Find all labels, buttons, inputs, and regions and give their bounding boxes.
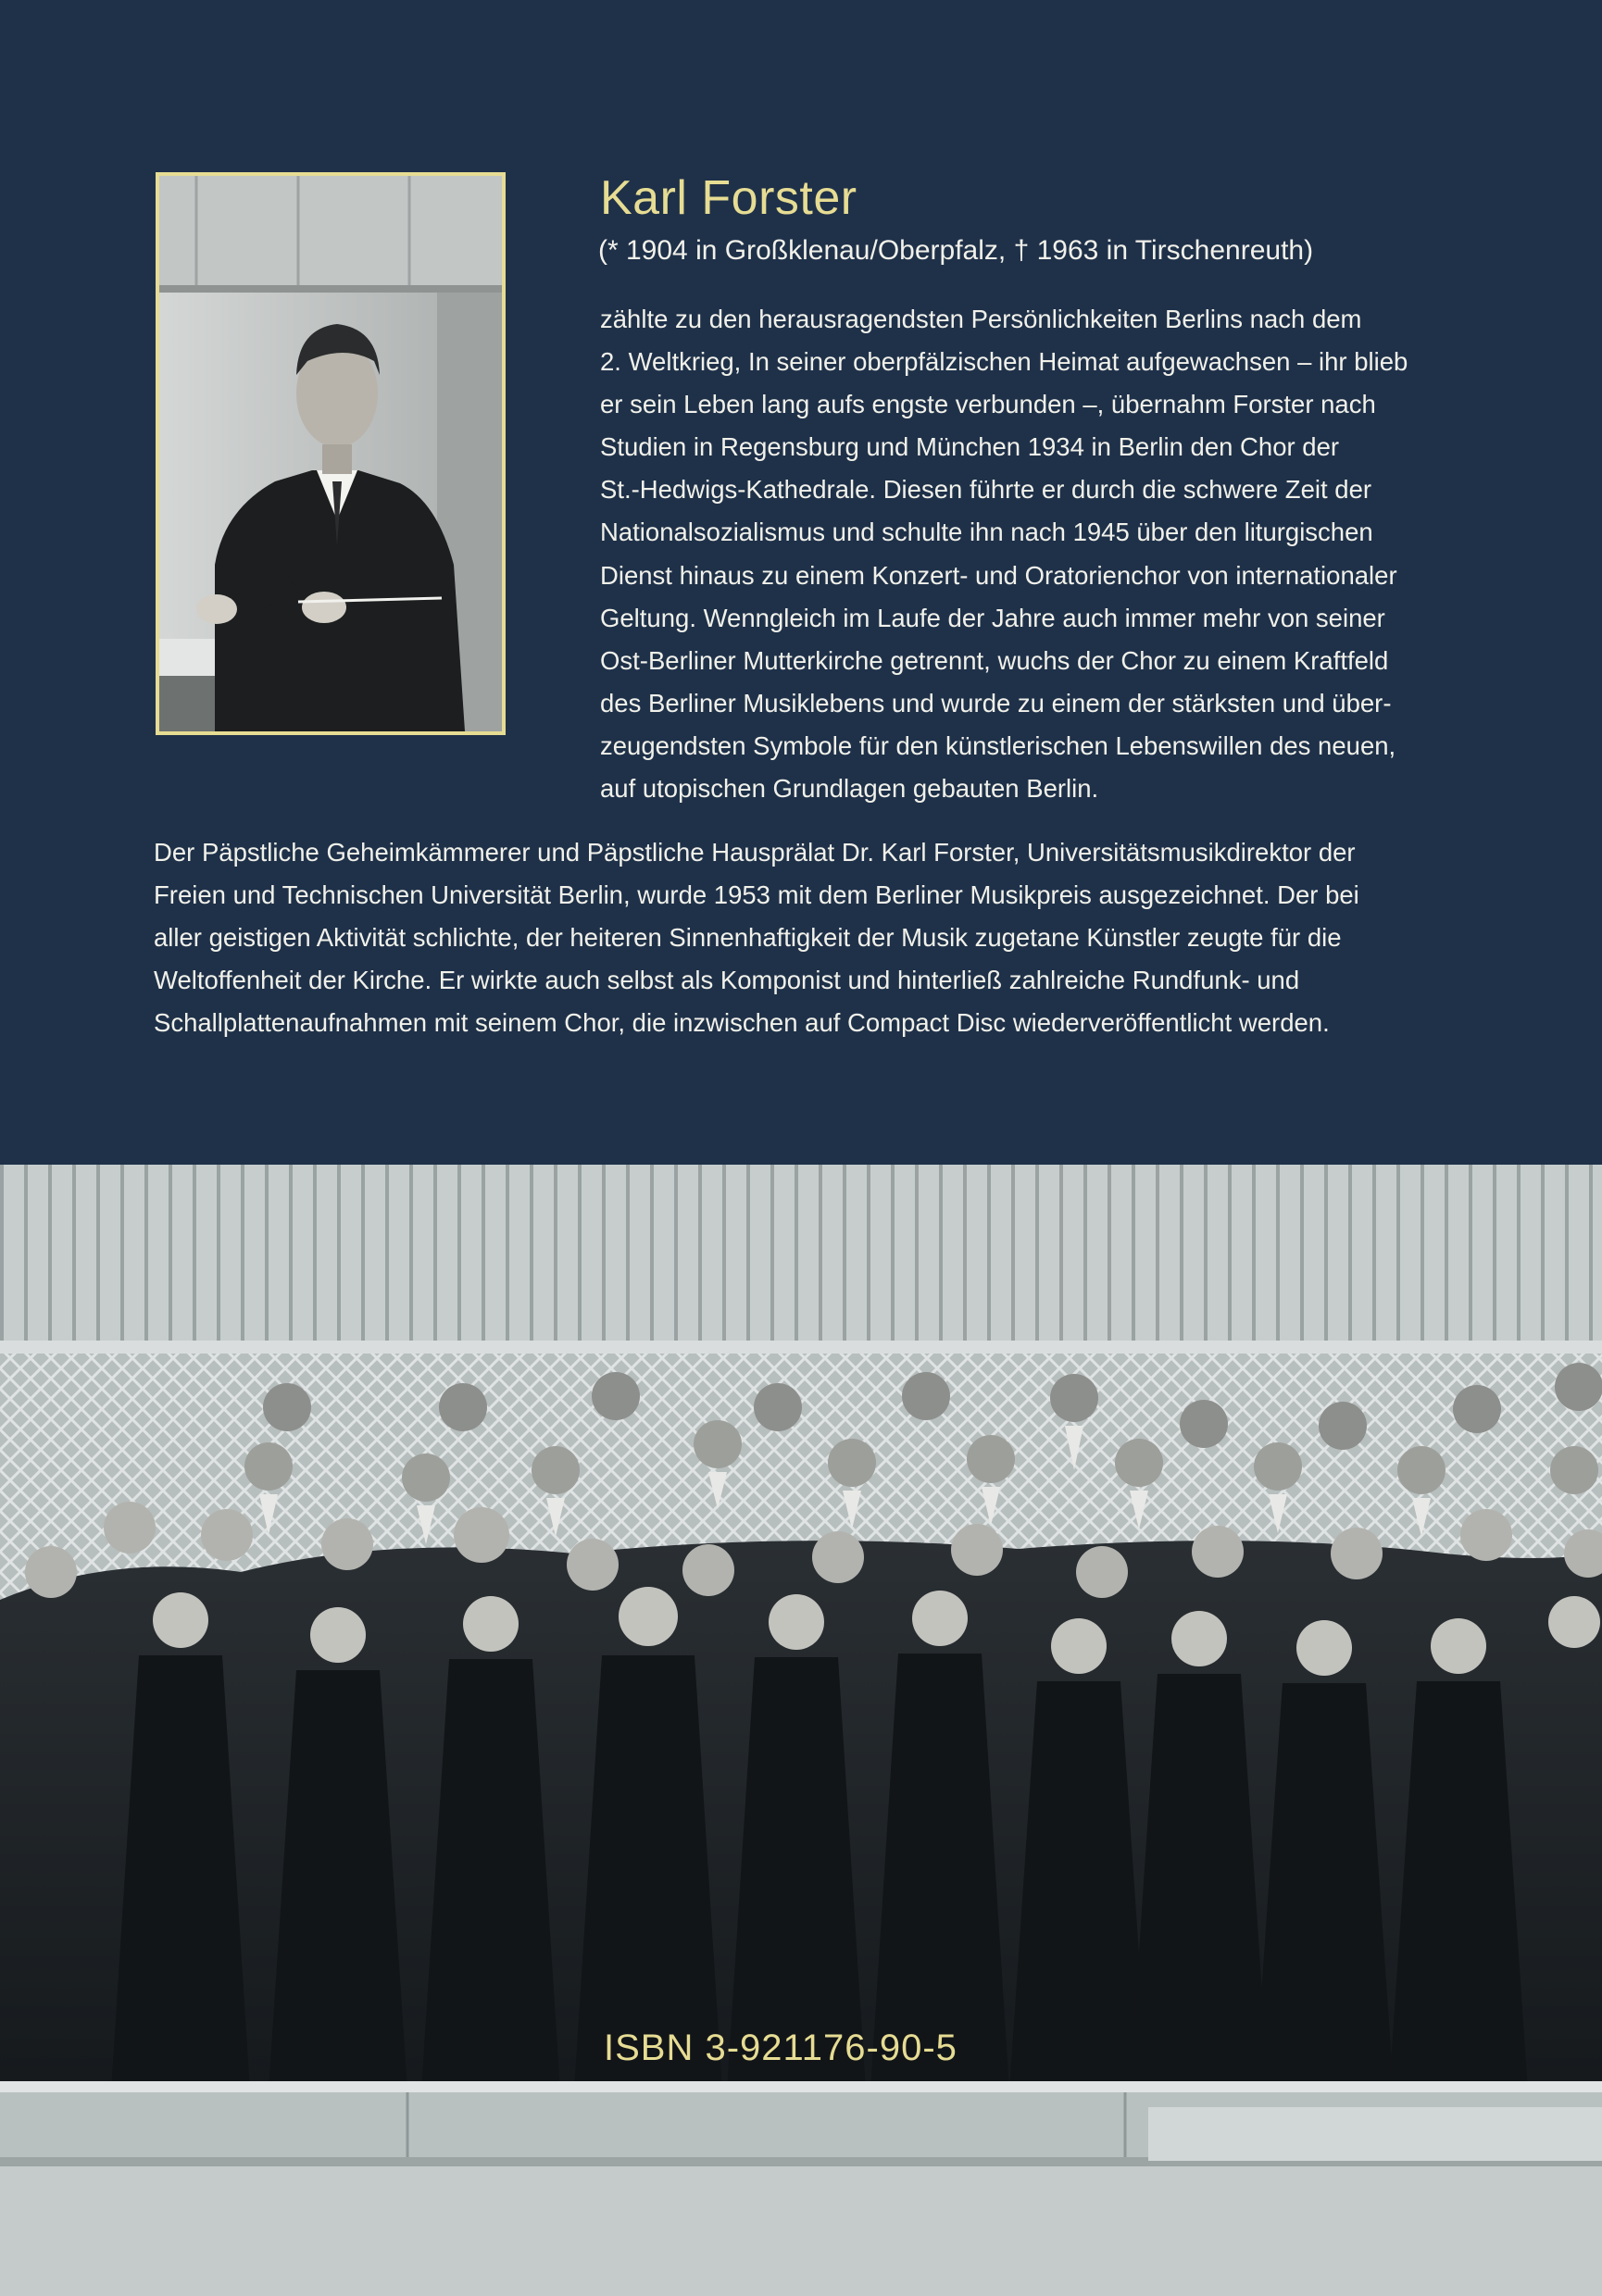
text-line: St.-Hedwigs-Kathedrale. Diesen führte er durch die schwere Zeit der (600, 475, 1372, 505)
text-line: Studien in Regensburg und München 1934 in Berlin den Chor der (600, 432, 1340, 462)
biography-paragraph-second (154, 831, 1487, 1044)
text-line: Ost-Berliner Mutterkirche getrennt, wuchs der Chor zu einem Kraftfeld (600, 645, 1389, 675)
text-line: auf utopischen Grundlagen gebauten Berlin. (600, 774, 1099, 804)
person-name-heading: Karl Forster (600, 171, 857, 225)
text-line: zählte zu den herausragendsten Persönlichkeiten Berlins nach dem (600, 305, 1362, 333)
text-line: des Berliner Musiklebens und wurde zu einem der stärksten und über- (600, 688, 1392, 718)
text-line: Nationalsozialismus und schulte ihn nach 1945 über den liturgischen (600, 518, 1373, 547)
text-line: er sein Leben lang aufs engste verbunden –, übernahm Forster nach (600, 390, 1376, 419)
biography-paragraph-main (600, 298, 1489, 810)
text-line: Weltoffenheit der Kirche. Er wirkte auch selbst als Komponist und hinterließ zahlreiche Rundfunk- und (154, 966, 1300, 994)
choir-group-drawing (0, 1165, 1602, 2296)
conductor-photo-drawing (159, 176, 502, 731)
isbn-label: ISBN 3-921176-90-5 (604, 2028, 957, 2068)
lifespan-subtitle: (* 1904 in Großklenau/Oberpfalz, † 1963 in Tirschenreuth) (598, 235, 1314, 266)
text-line: Geltung. Wenngleich im Laufe der Jahre auch immer mehr von seiner (600, 603, 1385, 632)
text-line: Freien und Technischen Universität Berlin, wurde 1953 mit dem Berliner Musikpreis ausgezeichnet. Der bei (154, 880, 1359, 909)
portrait-photo (156, 172, 506, 735)
text-line: 2. Weltkrieg, In seiner oberpfälzischen Heimat aufgewachsen – ihr blieb (600, 347, 1408, 377)
text-line: zeugendsten Symbole für den künstlerischen Lebenswillen des neuen, (600, 730, 1396, 760)
text-line: Der Päpstliche Geheimkämmerer und Päpstliche Hausprälat Dr. Karl Forster, Universitätsmusikdirektor der (154, 838, 1356, 867)
text-line: aller geistigen Aktivität schlichte, der heiteren Sinnenhaftigkeit der Musik zugetane Künstler zeugte für die (154, 923, 1342, 952)
text-line: Schallplattenaufnahmen mit seinem Chor, die inzwischen auf Compact Disc wiederveröffentlicht werden. (154, 1008, 1330, 1037)
choir-photo (0, 1165, 1602, 2296)
text-line: Dienst hinaus zu einem Konzert- und Oratorienchor von internationaler (600, 560, 1397, 590)
